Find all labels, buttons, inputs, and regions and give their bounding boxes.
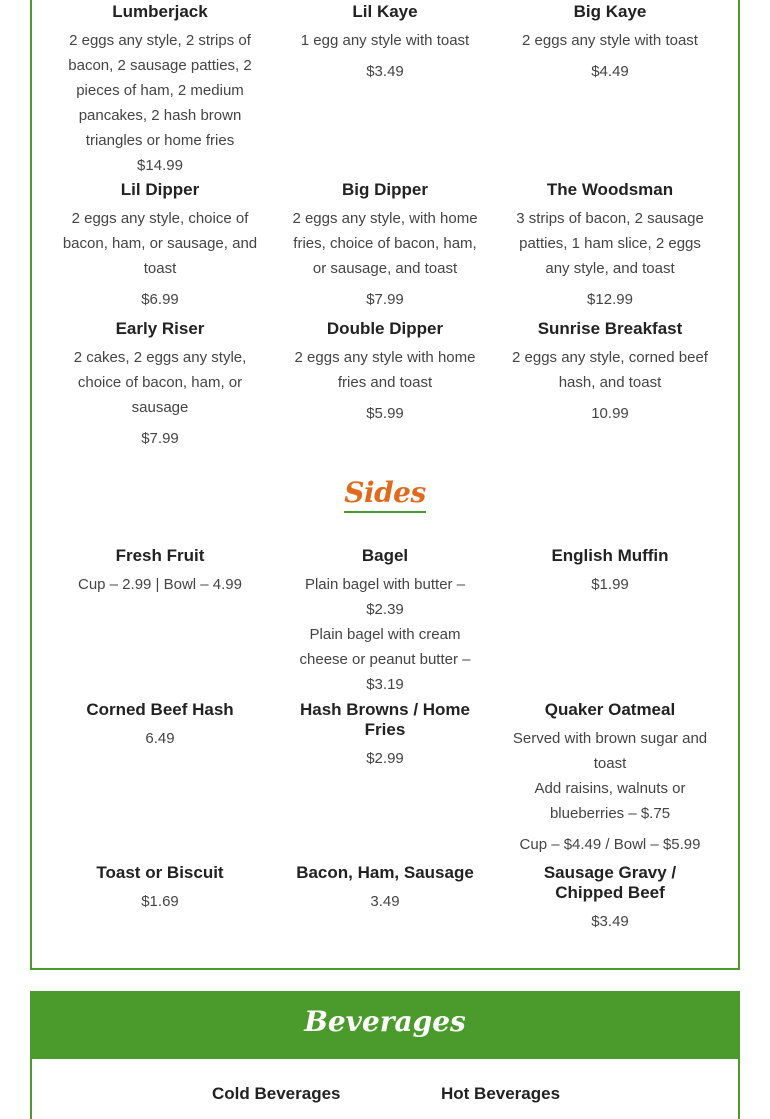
side-item-name: Hash Browns / Home Fries — [299, 700, 471, 739]
breakfast-item — [510, 180, 710, 312]
breakfast-item — [60, 2, 260, 178]
side-item — [285, 700, 485, 771]
breakfast-item — [285, 2, 485, 84]
side-item — [60, 700, 260, 751]
breakfast-item-description-line: 1 egg any style with toast — [300, 32, 470, 49]
breakfast-item-name: The Woodsman — [546, 180, 674, 199]
breakfast-item-description-line: 2 eggs any style, 2 strips of bacon, 2 sausage patties, 2 pieces of ham, 2 medium pancakes, 2 hash brown triangles or home fries — [68, 32, 252, 149]
breakfast-item-description — [510, 345, 710, 395]
breakfast-item-price: $4.49 — [591, 63, 629, 80]
side-item-price: $1.99 — [591, 576, 629, 593]
sides-title: Sides — [344, 476, 426, 513]
side-item-price: Cup – $4.49 / Bowl – $5.99 — [519, 836, 701, 853]
breakfast-item-description — [285, 206, 485, 281]
beverages-header — [30, 991, 740, 1059]
cold-beverages-heading: Cold Beverages — [212, 1084, 341, 1103]
side-item-price: 6.49 — [145, 730, 175, 747]
sides-heading — [0, 476, 770, 513]
side-item-description-line: Add raisins, walnuts or blueberries – $.75 — [534, 780, 686, 822]
breakfast-item-price: $12.99 — [587, 291, 633, 308]
side-item — [285, 546, 485, 697]
side-item-description-line: Plain bagel with butter – $2.39 — [304, 576, 466, 618]
breakfast-item-description — [60, 206, 260, 281]
breakfast-item-description-line: 3 strips of bacon, 2 sausage patties, 1 ham slice, 2 eggs any style, and toast — [516, 210, 704, 277]
side-item-name: Toast or Biscuit — [96, 863, 224, 882]
side-item-price: Cup – 2.99 | Bowl – 4.99 — [77, 576, 242, 593]
breakfast-item-name: Double Dipper — [326, 319, 444, 338]
breakfast-item-name: Big Kaye — [573, 2, 647, 21]
side-item — [60, 546, 260, 597]
side-item-price: $2.99 — [366, 750, 404, 767]
breakfast-item-price: 10.99 — [591, 405, 629, 422]
breakfast-item-price: $5.99 — [366, 405, 404, 422]
breakfast-item-description — [60, 345, 260, 420]
breakfast-item — [60, 319, 260, 451]
breakfast-item-price: $14.99 — [137, 157, 183, 174]
breakfast-item-name: Lil Dipper — [120, 180, 200, 199]
breakfast-item-name: Big Dipper — [342, 180, 428, 199]
breakfast-item-name: Early Riser — [115, 319, 205, 338]
side-item-description-line: Served with brown sugar and toast — [512, 730, 708, 772]
breakfast-item-price: $7.99 — [141, 430, 179, 447]
side-item-price: 3.49 — [370, 893, 400, 910]
breakfast-item-name: Sunrise Breakfast — [537, 319, 683, 338]
side-item-description — [285, 572, 485, 697]
breakfast-item-description-line: 2 cakes, 2 eggs any style, choice of bacon, ham, or sausage — [73, 349, 247, 416]
side-item-description — [510, 726, 710, 826]
breakfast-item-name: Lumberjack — [112, 2, 208, 21]
side-item — [510, 546, 710, 597]
beverages-title: Beverages — [304, 1005, 466, 1038]
side-item — [510, 863, 710, 934]
side-item-name: Bacon, Ham, Sausage — [296, 863, 474, 882]
breakfast-item-description-line: 2 eggs any style, with home fries, choice of bacon, ham, or sausage, and toast — [292, 210, 478, 277]
breakfast-item-description-line: 2 eggs any style, corned beef hash, and toast — [512, 349, 708, 391]
side-item-name: Fresh Fruit — [115, 546, 205, 565]
side-item-name: Bagel — [361, 546, 409, 565]
side-item — [285, 863, 485, 914]
side-item-name: English Muffin — [551, 546, 669, 565]
side-item — [60, 863, 260, 914]
side-item-price: $3.49 — [591, 913, 629, 930]
breakfast-item — [285, 180, 485, 312]
breakfast-item-description — [510, 28, 710, 53]
breakfast-item-description — [60, 28, 260, 153]
breakfast-item — [285, 319, 485, 426]
breakfast-item-description — [510, 206, 710, 281]
breakfast-item-description-line: 2 eggs any style with toast — [522, 32, 698, 49]
breakfast-item-price: $7.99 — [366, 291, 404, 308]
breakfast-item-description — [285, 28, 485, 53]
beverages-panel — [30, 1059, 740, 1119]
breakfast-item — [60, 180, 260, 312]
side-item-price: $1.69 — [141, 893, 179, 910]
side-item-name: Quaker Oatmeal — [544, 700, 676, 719]
breakfast-item-name: Lil Kaye — [352, 2, 418, 21]
breakfast-item-price: $6.99 — [141, 291, 179, 308]
breakfast-item — [510, 319, 710, 426]
side-item — [510, 700, 710, 857]
breakfast-item — [510, 2, 710, 84]
hot-beverages-heading: Hot Beverages — [441, 1084, 561, 1103]
side-item-name: Corned Beef Hash — [86, 700, 234, 719]
side-item-name: Sausage Gravy / Chipped Beef — [543, 863, 677, 902]
breakfast-item-description-line: 2 eggs any style with home fries and toast — [294, 349, 476, 391]
breakfast-item-description-line: 2 eggs any style, choice of bacon, ham, or sausage, and toast — [62, 210, 258, 277]
side-item-description-line: Plain bagel with cream cheese or peanut butter – $3.19 — [299, 626, 471, 693]
breakfast-item-price: $3.49 — [366, 63, 404, 80]
breakfast-item-description — [285, 345, 485, 395]
